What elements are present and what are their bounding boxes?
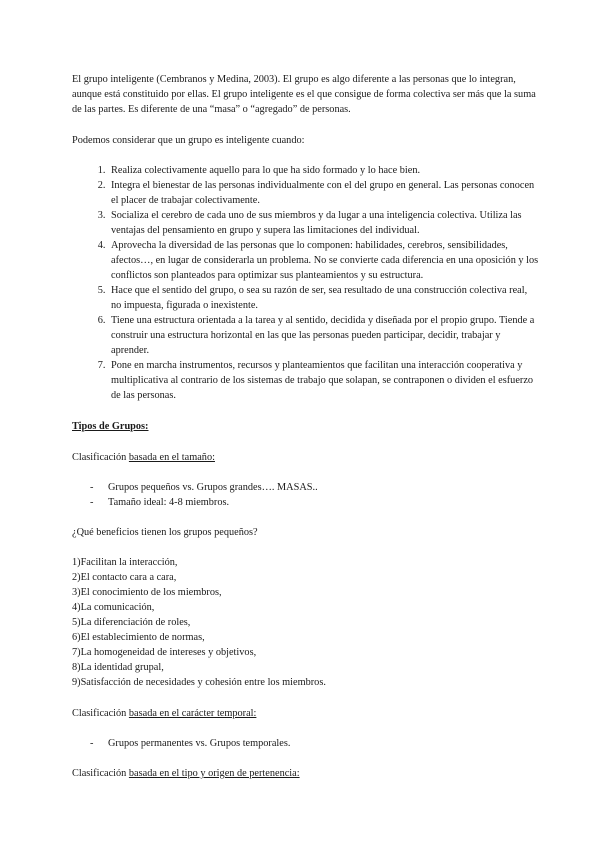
- size-classification: [72, 450, 540, 465]
- list-item-text: Tamaño ideal: 4-8 miembros.: [108, 497, 230, 508]
- dash-bullet: -: [90, 738, 94, 749]
- types-heading: Tipos de Grupos:: [72, 421, 149, 432]
- classification-prefix: Clasificación: [72, 452, 129, 463]
- criteria-item: 5. Hace que el sentido del grupo, o sea su razón de ser, sea resultado de una construcción colectiva real, no impuesta, figurada o inexistente.: [108, 283, 540, 313]
- classification-criterion: basada en el tamaño:: [128, 452, 215, 463]
- benefit-item: 8)La identidad grupal,: [72, 662, 164, 673]
- list-item-text: Grupos pequeños vs. Grupos grandes…. MASAS..: [108, 482, 318, 493]
- list-item: [72, 480, 540, 495]
- size-list: [72, 480, 540, 510]
- criteria-item: 3. Socializa el cerebro de cada uno de sus miembros y da lugar a una inteligencia colectiva. Utiliza las ventajas del pensamiento en grupo y supera las limitaciones del individual.: [108, 208, 540, 238]
- classification-prefix: Clasificación: [72, 708, 129, 719]
- list-item: [72, 736, 540, 751]
- criteria-list: [72, 163, 540, 403]
- benefit-item: 4)La comunicación,: [72, 602, 155, 613]
- temporal-classification: [72, 706, 540, 721]
- classification-criterion: basada en el tipo y origen de pertenencia:: [128, 768, 300, 779]
- criteria-item: 4. Aprovecha la diversidad de las personas que lo componen: habilidades, cerebros, sensibilidades, afectos…, en lugar de considerarla un problema. No se convierte cada diferencia en una oposición y los conflictos son planteados para optimizar sus planteamientos y su estructura.: [108, 238, 540, 283]
- benefit-item: 1)Facilitan la interacción,: [72, 557, 178, 568]
- benefits-list: [72, 555, 540, 690]
- classification-prefix: Clasificación: [72, 768, 129, 779]
- criteria-item: 6. Tiene una estructura orientada a la tarea y al sentido, decidida y diseñada por el propio grupo. Tiende a construir una estructura horizontal en las que las personas pueden participar, decidir, trabajar y aprender.: [108, 313, 540, 358]
- temporal-list: [72, 736, 540, 751]
- classification-criterion: basada en el carácter temporal:: [128, 708, 257, 719]
- benefits-question: ¿Qué beneficios tienen los grupos pequeños?: [72, 527, 258, 538]
- intro-paragraph: El grupo inteligente (Cembranos y Medina, 2003). El grupo es algo diferente a las personas que lo integran, aunque está constituido por ellas. El grupo inteligente es el que consigue de forma colectiva ser más que la suma de las partes. Es diferente de una “masa” o “agregado” de personas.: [72, 74, 536, 115]
- dash-bullet: -: [90, 482, 94, 493]
- criteria-item: 1. Realiza colectivamente aquello para lo que ha sido formado y lo hace bien.: [108, 163, 540, 178]
- lead-sentence: Podemos considerar que un grupo es inteligente cuando:: [72, 135, 305, 146]
- benefit-item: 5)La diferenciación de roles,: [72, 617, 191, 628]
- benefit-item: 2)El contacto cara a cara,: [72, 572, 177, 583]
- origin-classification: [72, 766, 540, 781]
- list-item-text: Grupos permanentes vs. Grupos temporales.: [108, 738, 291, 749]
- benefit-item: 7)La homogeneidad de intereses y objetivos,: [72, 647, 257, 658]
- criteria-item: 7. Pone en marcha instrumentos, recursos y planteamientos que facilitan una interacción cooperativa y multiplicativa al contrario de los sistemas de trabajo que solapan, se contraponen o dividen el esfuerzo de las personas.: [108, 358, 540, 403]
- benefit-item: 3)El conocimiento de los miembros,: [72, 587, 222, 598]
- dash-bullet: -: [90, 497, 94, 508]
- benefit-item: 9)Satisfacción de necesidades y cohesión entre los miembros.: [72, 677, 326, 688]
- benefit-item: 6)El establecimiento de normas,: [72, 632, 205, 643]
- criteria-item: 2. Integra el bienestar de las personas individualmente con el del grupo en general. Las personas conocen el placer de trabajar colectivamente.: [108, 178, 540, 208]
- list-item: [72, 495, 540, 510]
